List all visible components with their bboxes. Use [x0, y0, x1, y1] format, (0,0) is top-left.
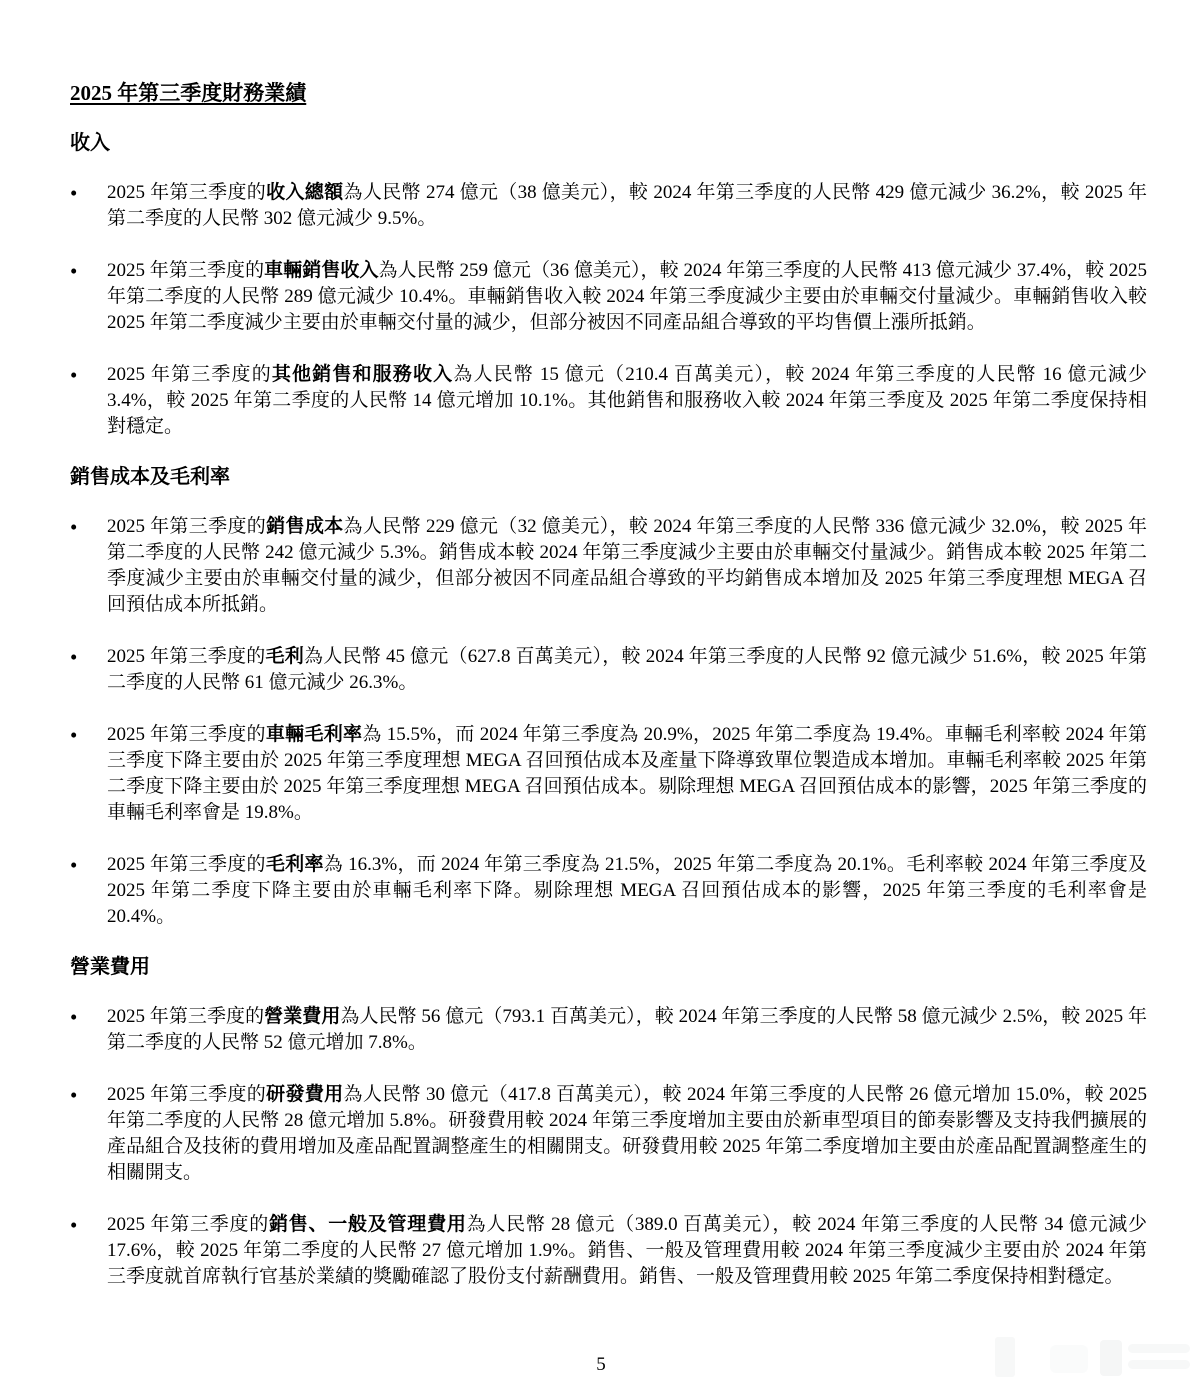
bullet-prefix: 2025 年第三季度的 [107, 260, 265, 281]
bullet-list-cost-margin [70, 514, 1147, 930]
bullet-text: 為人民幣 30 億元（417.8 百萬美元），較 2024 年第三季度的人民幣 26 億元增加 15.0%，較 2025 年第二季度的人民幣 28 億元增加 5.8%。研發費用較 2024 年第三季度增加主要由於新車型項目的節奏影響及支持我們擴展的產品組合及技術的費用增加及產品配置調整產生的相關開支。研發費用較 2025 年第二季度增加主要由於產品配置調整產生的相關開支。 [107, 1084, 1147, 1183]
bullet-list-revenue [70, 180, 1147, 440]
section-heading-cost-margin: 銷售成本及毛利率 [70, 466, 230, 488]
bullet-text: 為人民幣 56 億元（793.1 百萬美元），較 2024 年第三季度的人民幣 58 億元減少 2.5%，較 2025 年第二季度的人民幣 52 億元增加 7.8%。 [107, 1006, 1147, 1053]
watermark [1050, 1345, 1088, 1373]
bullet-text: 為人民幣 45 億元（627.8 百萬美元），較 2024 年第三季度的人民幣 92 億元減少 51.6%，較 2025 年第二季度的人民幣 61 億元減少 26.3%。 [107, 646, 1147, 693]
bullet-icon: • [70, 363, 78, 387]
section-cost-margin [70, 464, 1147, 930]
bullet-total-revenue [70, 180, 1147, 232]
watermark [1128, 1344, 1190, 1353]
bullet-prefix: 2025 年第三季度的 [107, 516, 267, 537]
bullet-icon: • [70, 259, 78, 283]
bullet-text: 為 15.5%，而 2024 年第三季度為 20.9%，2025 年第二季度為 19.4%。車輛毛利率較 2024 年第三季度下降主要由於 2025 年第三季度理想 MEGA 召回預估成本及產量下降導致單位製造成本增加。車輛毛利率較 2025 年第二季度下降主要由於 2025 年第三季度理想 MEGA 召回預估成本。剔除理想 MEGA 召回預估成本的影響，2025 年第三季度的車輛毛利率會是 19.8%。 [107, 724, 1147, 823]
bullet-prefix: 2025 年第三季度的 [107, 364, 272, 385]
bullet-icon: • [70, 723, 78, 747]
bullet-term: 銷售、一般及管理費用 [269, 1214, 467, 1235]
bullet-term: 車輛銷售收入 [264, 260, 379, 281]
bullet-term: 研發費用 [266, 1084, 344, 1105]
bullet-term: 毛利率 [265, 854, 324, 875]
bullet-text: 為人民幣 259 億元（36 億美元），較 2024 年第三季度的人民幣 413 億元減少 37.4%，較 2025 年第二季度的人民幣 289 億元減少 10.4%。車輛銷售收入較 2024 年第三季度減少主要由於車輛交付量減少。車輛銷售收入較 2025 年第二季度減少主要由於車輛交付量的減少，但部分被因不同產品組合導致的平均售價上漲所抵銷。 [107, 260, 1147, 333]
bullet-icon: • [70, 1083, 78, 1107]
watermark [995, 1337, 1015, 1377]
bullet-sga-expenses [70, 1212, 1147, 1290]
bullet-vehicle-margin [70, 722, 1147, 826]
bullet-vehicle-sales-revenue [70, 258, 1147, 336]
bullet-text: 為人民幣 229 億元（32 億美元），較 2024 年第三季度的人民幣 336 億元減少 32.0%，較 2025 年第二季度的人民幣 242 億元減少 5.3%。銷售成本較 2024 年第三季度減少主要由於車輛交付量減少。銷售成本較 2025 年第二季度減少主要由於車輛交付量的減少，但部分被因不同產品組合導致的平均銷售成本增加及 2025 年第三季度理想 MEGA 召回預估成本所抵銷。 [107, 516, 1147, 615]
bullet-term: 收入總額 [266, 182, 344, 203]
section-heading-operating-expenses: 營業費用 [70, 956, 150, 978]
bullet-icon: • [70, 515, 78, 539]
section-operating-expenses [70, 954, 1147, 1290]
bullet-prefix: 2025 年第三季度的 [107, 1084, 267, 1105]
bullet-text: 為人民幣 274 億元（38 億美元），較 2024 年第三季度的人民幣 429 億元減少 36.2%，較 2025 年第二季度的人民幣 302 億元減少 9.5%。 [107, 182, 1147, 229]
section-heading-revenue: 收入 [70, 132, 110, 154]
bullet-prefix: 2025 年第三季度的 [107, 1006, 265, 1027]
bullet-list-operating-expenses [70, 1004, 1147, 1290]
document-title: 2025 年第三季度財務業績 [70, 81, 307, 105]
bullet-term: 營業費用 [264, 1006, 341, 1027]
bullet-rd-expenses [70, 1082, 1147, 1186]
bullet-cost-of-sales [70, 514, 1147, 618]
section-revenue [70, 130, 1147, 440]
bullet-icon: • [70, 181, 78, 205]
bullet-prefix: 2025 年第三季度的 [107, 1214, 270, 1235]
bullet-gross-profit [70, 644, 1147, 696]
document-body [70, 80, 1147, 1290]
bullet-icon: • [70, 1005, 78, 1029]
bullet-term: 車輛毛利率 [265, 724, 363, 745]
watermark [1128, 1360, 1190, 1369]
bullet-operating-expenses [70, 1004, 1147, 1056]
bullet-term: 毛利 [265, 646, 304, 667]
bullet-gross-margin [70, 852, 1147, 930]
bullet-other-sales-revenue [70, 362, 1147, 440]
bullet-term: 銷售成本 [266, 516, 344, 537]
bullet-text: 為 16.3%，而 2024 年第三季度為 21.5%，2025 年第二季度為 20.1%。毛利率較 2024 年第三季度及 2025 年第二季度下降主要由於車輛毛利率下降。剔除理想 MEGA 召回預估成本的影響，2025 年第三季度的毛利率會是 20.4%。 [107, 854, 1147, 927]
bullet-icon: • [70, 853, 78, 877]
bullet-term: 其他銷售和服務收入 [271, 364, 454, 385]
bullet-text: 為人民幣 15 億元（210.4 百萬美元），較 2024 年第三季度的人民幣 16 億元減少 3.4%，較 2025 年第二季度的人民幣 14 億元增加 10.1%。其他銷售和服務收入較 2024 年第三季度及 2025 年第二季度保持相對穩定。 [107, 364, 1147, 437]
bullet-prefix: 2025 年第三季度的 [107, 182, 267, 203]
bullet-prefix: 2025 年第三季度的 [107, 724, 266, 745]
bullet-prefix: 2025 年第三季度的 [107, 646, 266, 667]
bullet-icon: • [70, 645, 78, 669]
bullet-prefix: 2025 年第三季度的 [107, 854, 266, 875]
bullet-icon: • [70, 1213, 78, 1237]
watermark [1100, 1340, 1122, 1376]
bullet-text: 為人民幣 28 億元（389.0 百萬美元），較 2024 年第三季度的人民幣 34 億元減少 17.6%，較 2025 年第二季度的人民幣 27 億元增加 1.9%。銷售、一般及管理費用較 2024 年第三季度減少主要由於 2024 年第三季度就首席執行官基於業績的獎勵確認了股份支付薪酬費用。銷售、一般及管理費用較 2025 年第二季度保持相對穩定。 [107, 1214, 1147, 1287]
page-number: 5 [596, 1354, 606, 1375]
